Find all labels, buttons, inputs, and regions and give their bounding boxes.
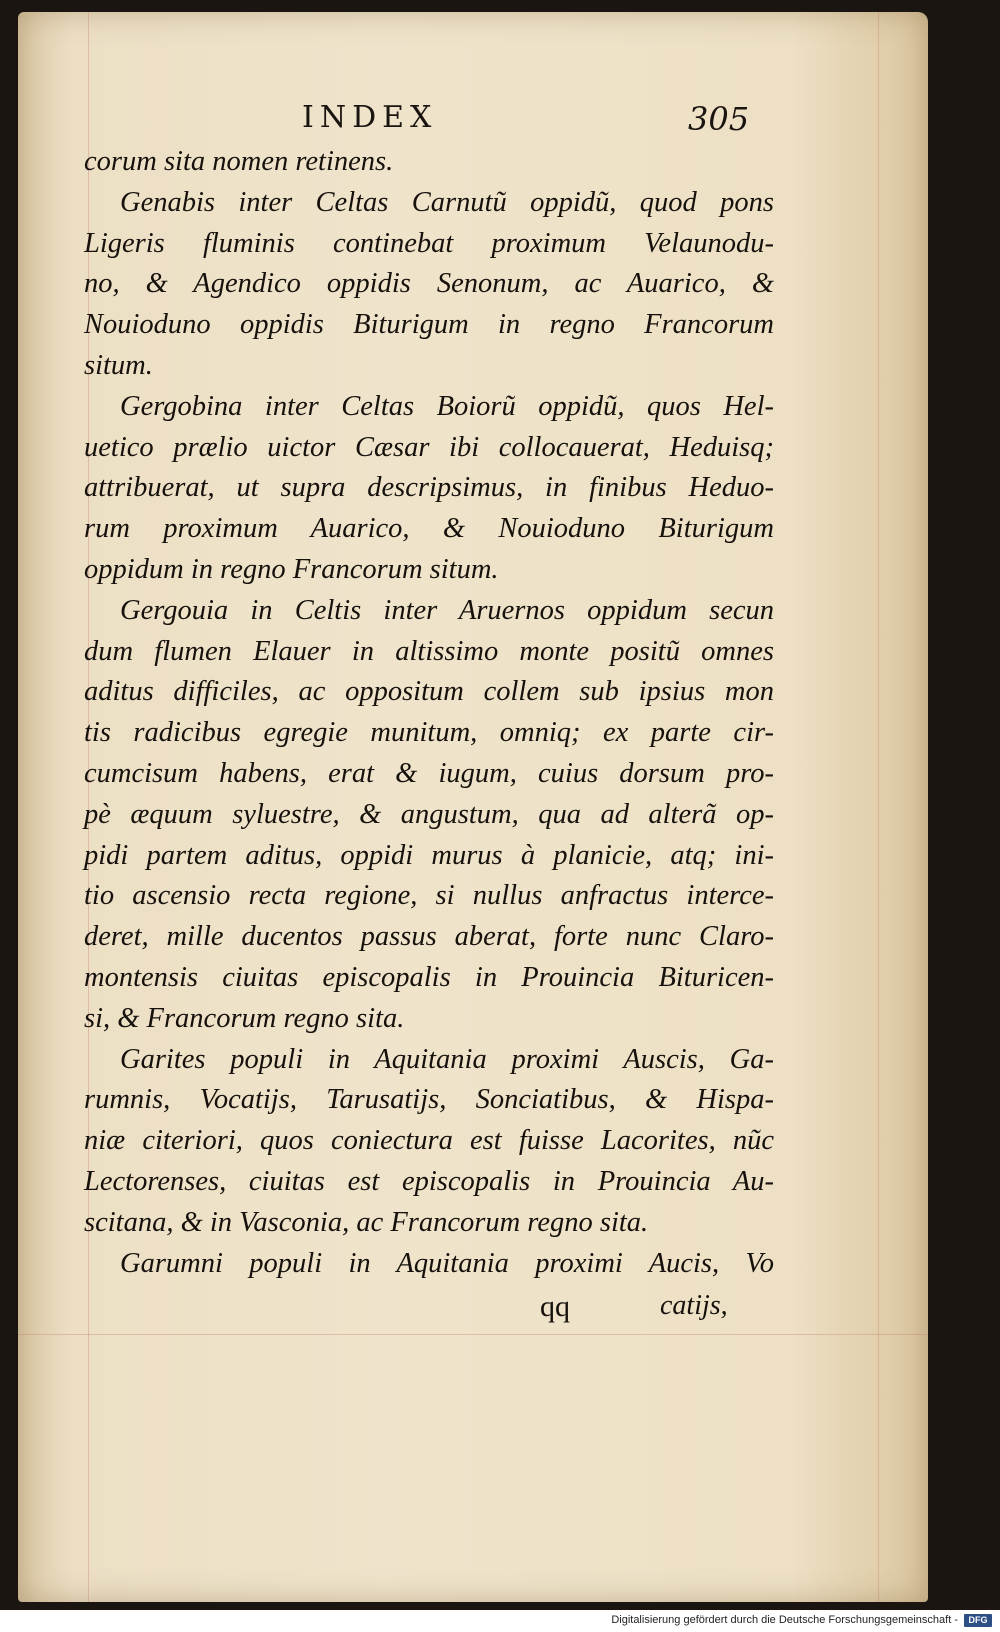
text-line: Nouioduno oppidis Biturigum in regno Francorum (84, 309, 774, 341)
text-line: rumnis, Vocatijs, Tarusatijs, Sonciatibus, & Hispa- (84, 1084, 774, 1116)
footer-bar (0, 1610, 1000, 1632)
text-line: tio ascensio recta regione, si nullus anfractus interce- (84, 880, 774, 912)
signature-mark: qq (540, 1290, 570, 1323)
text-line: oppidum in regno Francorum situm. (84, 553, 499, 585)
catchword: catijs, (660, 1290, 728, 1321)
text-line: Genabis inter Celtas Carnutũ oppidũ, quod pons (120, 186, 774, 218)
text-line: pidi partem aditus, oppidi murus à planicie, atq; ini- (84, 839, 774, 871)
text-line: Gergobina inter Celtas Boiorũ oppidũ, quos Hel- (120, 390, 774, 422)
text-line: uetico prælio uictor Cæsar ibi collocauerat, Heduisq; (84, 431, 774, 463)
text-line: Gergouia in Celtis inter Aruernos oppidum secun (120, 594, 774, 626)
text-line: rum proximum Auarico, & Nouioduno Biturigum (84, 513, 774, 545)
text-line: tis radicibus egregie munitum, omniq; ex parte cir- (84, 717, 774, 749)
text-line: niæ citeriori, quos coniectura est fuisse Lacorites, nũc (84, 1125, 774, 1157)
text-line: attribuerat, ut supra descripsimus, in finibus Heduo- (84, 472, 774, 504)
text-line: cumcisum habens, erat & iugum, cuius dorsum pro- (84, 757, 774, 789)
text-line: Garumni populi in Aquitania proximi Aucis, Vo (120, 1247, 774, 1279)
text-line: scitana, & in Vasconia, ac Francorum regno sita. (84, 1206, 649, 1238)
text-line: corum sita nomen retinens. (84, 146, 394, 177)
bottom-margin-rule (18, 1334, 928, 1335)
text-line: deret, mille ducentos passus aberat, forte nunc Claro- (84, 921, 774, 953)
text-line: si, & Francorum regno sita. (84, 1002, 405, 1034)
text-line: situm. (84, 349, 153, 381)
footer-credit: Digitalisierung gefördert durch die Deutsche Forschungsgemeinschaft - (611, 1614, 958, 1626)
text-line: aditus difficiles, ac oppositum collem sub ipsius mon (84, 676, 774, 708)
page-number: 305 (688, 100, 750, 138)
text-line: Lectorenses, ciuitas est episcopalis in Prouincia Au- (84, 1165, 774, 1197)
text-line: pè æquum syluestre, & angustum, qua ad alterã op- (84, 798, 774, 830)
right-margin-rule (878, 12, 879, 1602)
running-head: INDEX (302, 100, 438, 135)
index-text-block (84, 142, 774, 1284)
text-line: montensis ciuitas episcopalis in Prouincia Bituricen- (84, 961, 774, 993)
text-line: no, & Agendico oppidis Senonum, ac Auarico, & (84, 268, 774, 300)
dfg-logo: DFG (964, 1614, 992, 1627)
text-line: Ligeris fluminis continebat proximum Velaunodu- (84, 227, 774, 259)
text-line: dum flumen Elauer in altissimo monte positũ omnes (84, 635, 774, 667)
text-line: Garites populi in Aquitania proximi Auscis, Ga- (120, 1043, 774, 1075)
